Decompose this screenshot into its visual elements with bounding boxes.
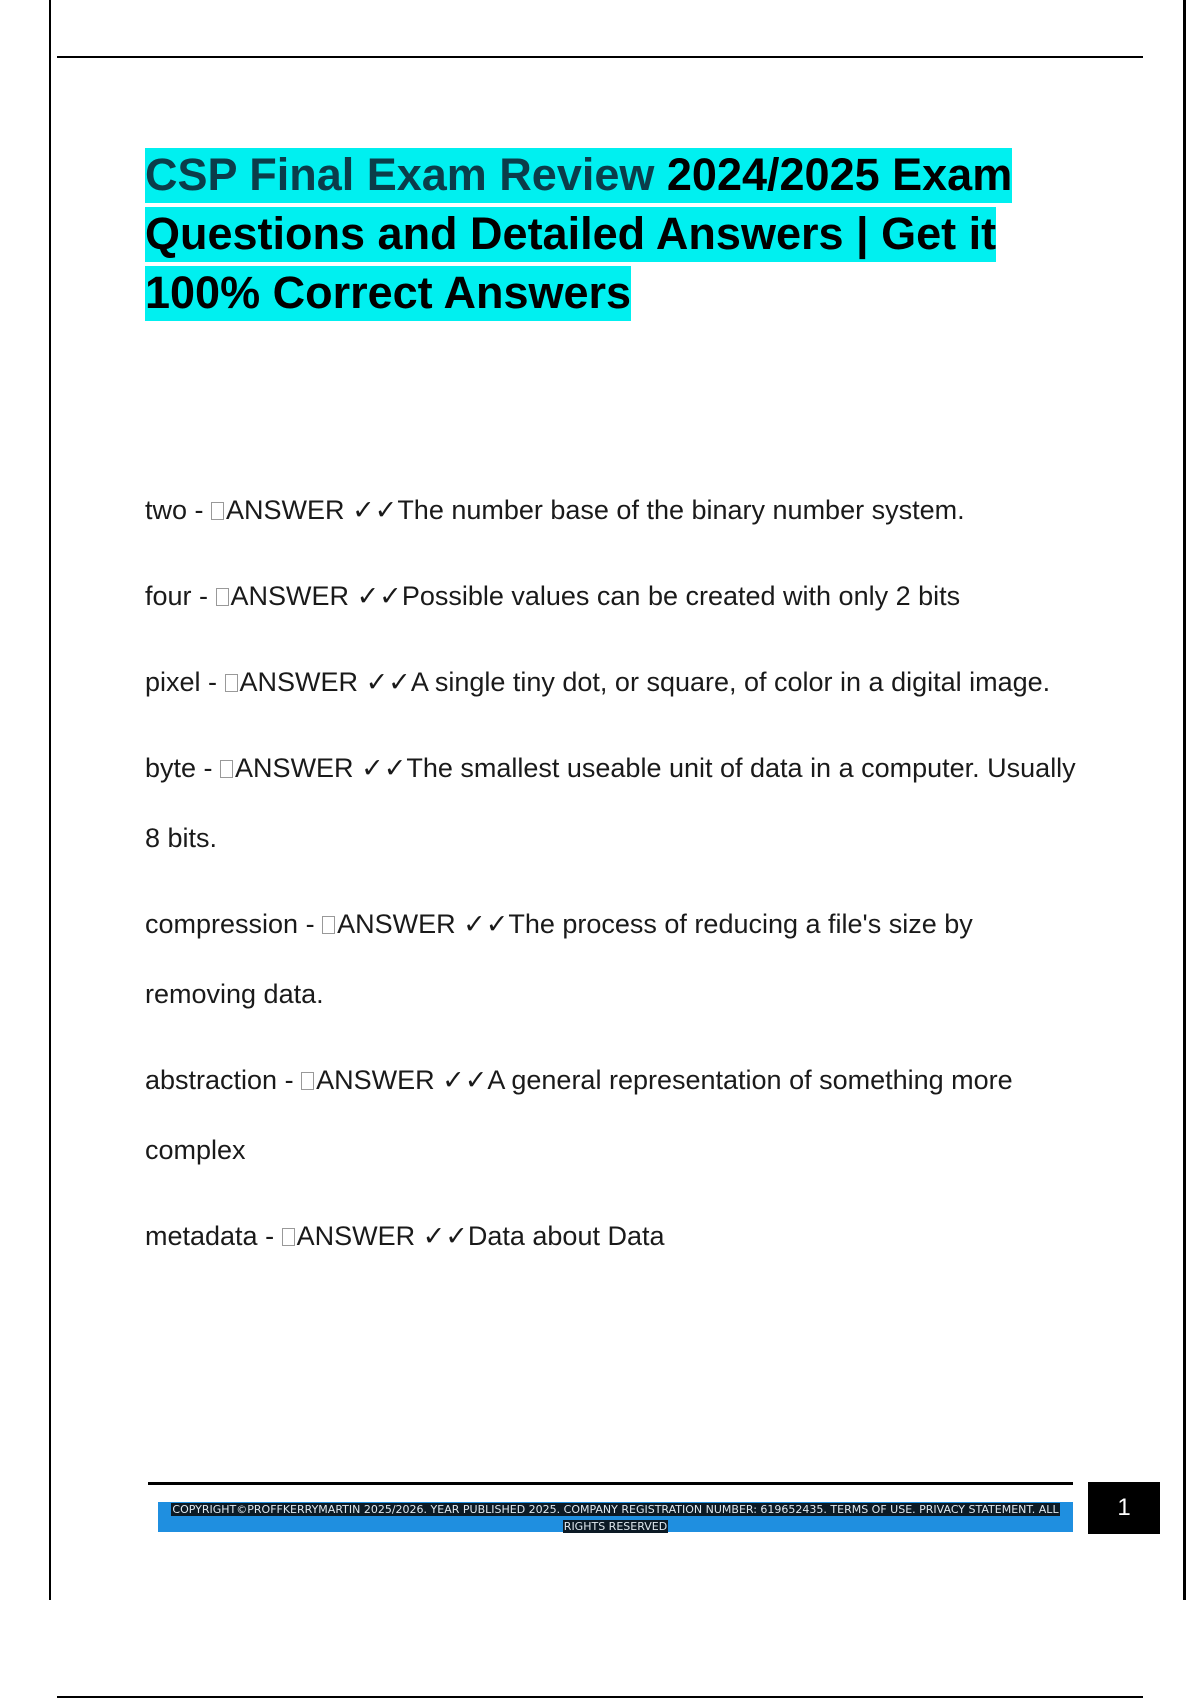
qa-term: two (145, 495, 188, 525)
qa-item: four - ANSWER ✓✓Possible values can be created with only 2 bits (145, 581, 961, 611)
qa-answer-label: ANSWER (239, 667, 359, 697)
qa-answer-label: ANSWER (226, 495, 345, 525)
checkmark-icon: ✓✓ (361, 753, 407, 783)
footer-rule (148, 1482, 1073, 1485)
qa-definition: Data about Data (467, 1221, 665, 1251)
qa-item: two - ANSWER ✓✓The number base of the binary number system. (145, 495, 965, 525)
qa-definition: A general representation of something more complex (145, 1065, 1013, 1165)
qa-answer-label: ANSWER (235, 753, 354, 783)
missing-glyph-icon (216, 588, 229, 606)
document-title (145, 145, 1095, 322)
missing-glyph-icon (225, 674, 238, 692)
title-course: CSP Final Exam Review (145, 149, 655, 200)
qa-answer-label: ANSWER (337, 909, 456, 939)
checkmark-icon: ✓✓ (352, 495, 398, 525)
page-border-right (1183, 0, 1186, 1600)
title-subtitle: 2024/2025 Exam Questions and Detailed Answers | Get it 100% Correct Answers (145, 149, 1013, 318)
checkmark-icon: ✓✓ (356, 581, 402, 611)
qa-term: compression (145, 909, 299, 939)
qa-answer-label: ANSWER (230, 581, 350, 611)
checkmark-icon: ✓✓ (422, 1221, 468, 1251)
qa-definition: The number base of the binary number system. (397, 495, 965, 525)
qa-item: byte - ANSWER ✓✓The smallest useable unit of data in a computer. Usually 8 bits. (145, 753, 1076, 853)
missing-glyph-icon (211, 502, 224, 520)
qa-item: abstraction - ANSWER ✓✓A general representation of something more complex (145, 1065, 1013, 1165)
qa-answer-label: ANSWER (296, 1221, 416, 1251)
qa-item: compression - ANSWER ✓✓The process of reducing a file's size by removing data. (145, 909, 973, 1009)
checkmark-icon: ✓✓ (442, 1065, 488, 1095)
page-border-left (49, 0, 51, 1600)
checkmark-icon: ✓✓ (463, 909, 509, 939)
qa-term: byte (145, 753, 197, 783)
qa-list (145, 475, 1085, 1287)
qa-term: pixel (145, 667, 201, 697)
qa-term: abstraction (145, 1065, 278, 1095)
footer-copyright-text: COPYRIGHT©PROFFKERRYMARTIN 2025/2026. YEAR PUBLISHED 2025. COMPANY REGISTRATION NUMBER: 619652435. TERMS OF USE. PRIVACY STATEMENT. ALL RIGHTS RESERVED (172, 1503, 1059, 1533)
header-rule (57, 56, 1143, 58)
qa-definition: Possible values can be created with only 2 bits (401, 581, 961, 611)
qa-item: pixel - ANSWER ✓✓A single tiny dot, or square, of color in a digital image. (145, 667, 1051, 697)
missing-glyph-icon (301, 1072, 314, 1090)
qa-definition: The process of reducing a file's size by removing data. (145, 909, 973, 1009)
page-number: 1 (1088, 1482, 1160, 1534)
qa-definition: The smallest useable unit of data in a computer. Usually 8 bits. (145, 753, 1076, 853)
qa-term: four (145, 581, 192, 611)
missing-glyph-icon (282, 1228, 295, 1246)
qa-item: metadata - ANSWER ✓✓Data about Data (145, 1221, 665, 1251)
checkmark-icon: ✓✓ (365, 667, 411, 697)
missing-glyph-icon (220, 760, 233, 778)
missing-glyph-icon (322, 916, 335, 934)
footer-copyright (158, 1501, 1073, 1535)
qa-answer-label: ANSWER (316, 1065, 435, 1095)
next-page-rule (57, 1696, 1143, 1698)
qa-definition: A single tiny dot, or square, of color in a digital image. (410, 667, 1051, 697)
qa-term: metadata (145, 1221, 258, 1251)
